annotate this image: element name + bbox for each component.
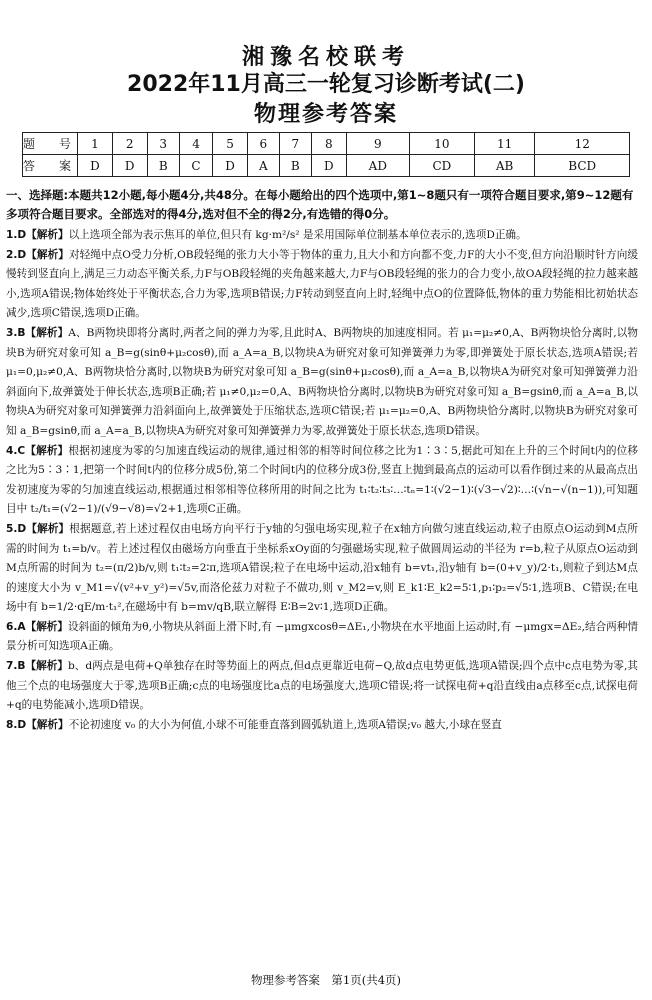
solution-item [6, 442, 638, 520]
answer-cell: CD [409, 155, 474, 177]
solution-text: 设斜面的倾角为θ,小物块从斜面上滑下时,有 −μmgxcosθ=ΔE₁,小物块在水平地面上运动时,有 −μmgx=ΔE₂,结合两种情景分析可知选项A正确。 [6, 620, 638, 653]
solution-head: 7.B【解析】 [6, 660, 68, 673]
solution-head: 8.D【解析】 [6, 718, 69, 731]
answer-row [23, 155, 630, 177]
solution-item [6, 716, 638, 736]
solution-head: 3.B【解析】 [6, 326, 69, 339]
solution-text: 根据初速度为零的匀加速直线运动的规律,通过相邻的相等时间位移之比为1∶3∶5,据此可知在上升的三个时间t内的位移之比为5∶3∶1,把第一个时间t内的位移分成5份,第二个时间t内的位移分成3份,竖直上抛到最高点的运动可以看作倒过来的从最高点出发初速度为零的匀加速直线运动,根据通过相邻相等位移所用的时间之比为 t₁∶t₂∶t₃∶…∶tₙ=1∶(√2−1)∶(√3−√2)∶…∶(√n−√(n−1)),可知题目中 t₂/t₁=(√2−1)/(√9−√8)=√2+1,选项C正确。 [6, 444, 638, 516]
solution-text: A、B两物块即将分离时,两者之间的弹力为零,且此时A、B两物块的加速度相同。若 μ₁=μ₂≠0,A、B两物块恰分离时,以物块B为研究对象可知 a_B=g(sinθ+μ₂cosθ),而 a_A=a_B,以物块A为研究对象可知弹簧弹力为零,即弹簧处于原长状态,选项A错误;若 μ₁=0,μ₂≠0,A、B两物块恰分离时,以物块B为研究对象可知 a_B=g(sinθ+μ₂cosθ),而 a_A=a_B,以物块A为研究对象可知弹簧弹力沿斜面向下,故弹簧处于伸长状态,选项B正确;若 μ₁≠0,μ₂=0,A、B两物块恰分离时,以物块B为研究对象可知 a_B=gsinθ,而 a_A=a_B,以物块A为研究对象可知弹簧弹力沿斜面向上,故弹簧处于压缩状态,选项C错误;若 μ₁=μ₂=0,A、B两物块恰分离时,以物块B为研究对象可知 a_B=gsinθ,而 a_A=a_B,以物块A为研究对象可知弹簧弹力为零,故弹簧处于原长状态,选项D错误。 [6, 326, 638, 437]
q-number: 10 [409, 133, 474, 155]
q-number: 6 [248, 133, 280, 155]
q-number: 2 [112, 133, 147, 155]
exam-union-title: 湘豫名校联考 [241, 45, 410, 70]
q-number: 5 [213, 133, 248, 155]
solution-text: 对轻绳中点O受力分析,OB段轻绳的张力大小等于物体的重力,且大小和方向都不变,力F的大小不变,但方向沿顺时针方向缓慢转到竖直向上,满足三力动态平衡关系,力F与OB段轻绳的夹角越来越大,力F与OB段轻绳的张力的合力变小,故OA段轻绳的拉力越来越小,选项A错误;物体始终处于平衡状态,合力为零,选项B错误;力F转动到竖直向上时,轻绳中点O的位置降低,物体的重力势能相比初始状态减少,选项C错误,选项D正确。 [6, 248, 638, 320]
solution-item [6, 520, 638, 618]
page-footer: 物理参考答案 第1页(共4页) [250, 973, 402, 987]
solution-head: 2.D【解析】 [6, 248, 69, 261]
solutions [6, 226, 638, 735]
solution-head: 4.C【解析】 [6, 444, 69, 457]
q-number: 7 [279, 133, 311, 155]
solution-text: b、d两点是电荷+Q单独存在时等势面上的两点,但d点更靠近电荷−Q,故d点电势更低,选项A错误;四个点中c点电势为零,其他三个点的电场强度大于零,选项B正确;c点的电场强度比a点的电场强度大,选项C错误;将一试探电荷+q沿直线由a点移至c点,试探电荷+q的电势能减小,选项D错误。 [6, 660, 638, 712]
solution-head: 1.D【解析】 [6, 229, 69, 241]
answer-cell: AD [346, 155, 409, 177]
answer-cell: D [78, 155, 113, 177]
row-label-answer: 答 案 [23, 155, 78, 177]
q-number: 1 [78, 133, 113, 155]
solution-item [6, 324, 638, 442]
q-number: 9 [346, 133, 409, 155]
solution-text: 以上选项全部为表示焦耳的单位,但只有 kg·m²/s² 是采用国际单位制基本单位表示的,选项D正确。 [68, 229, 527, 241]
answer-cell: B [279, 155, 311, 177]
q-number: 4 [179, 133, 212, 155]
answer-cell: AB [474, 155, 535, 177]
solution-head: 5.D【解析】 [6, 522, 70, 535]
answer-cell: D [311, 155, 346, 177]
solution-head: 6.A【解析】 [6, 620, 69, 633]
q-number: 8 [311, 133, 346, 155]
solution-text: 不论初速度 v₀ 的大小为何值,小球不可能垂直落到圆弧轨道上,选项A错误;v₀ 越大,小球在竖直 [68, 718, 502, 731]
answer-cell: C [179, 155, 212, 177]
question-number-row [23, 133, 630, 155]
answer-cell: D [213, 155, 248, 177]
solution-item [6, 246, 638, 324]
answer-cell: D [112, 155, 147, 177]
row-label-number: 题 号 [23, 133, 78, 155]
exam-title: 2022年11月高三一轮复习诊断考试(二) [127, 72, 525, 97]
solution-item [6, 657, 638, 716]
q-number: 11 [474, 133, 535, 155]
solution-item [6, 618, 638, 657]
answer-cell: BCD [535, 155, 630, 177]
section-heading: 一、选择题:本题共12小题,每小题4分,共48分。在每小题给出的四个选项中,第1~8题只有一项符合题目要求,第9~12题有多项符合题目要求。全部选对的得4分,选对但不全的得2分,有选错的得0分。 [6, 188, 634, 221]
q-number: 3 [147, 133, 179, 155]
answer-cell: A [248, 155, 280, 177]
answer-key-title: 物理参考答案 [253, 102, 398, 127]
answer-cell: B [147, 155, 179, 177]
solution-text: 根据题意,若上述过程仅由电场方向平行于y轴的匀强电场实现,粒子在x轴方向做匀速直线运动,粒子由原点O运动到M点所需的时间为 t₁=b/v。若上述过程仅由磁场方向垂直于坐标系xOy面的匀强磁场实现,粒子做圆周运动的半径为 r=b,粒子从原点O运动到M点所需的时间为 t₂=(π/2)b/v,则 t₁∶t₂=2∶π,选项A错误;粒子在电场中运动,沿x轴有 b=vt₁,沿y轴有 b=(0+v_y)/2·t₁,则粒子到达M点的速度大小为 v_M1=√(v²+v_y²)=√5v,而洛伦兹力对粒子不做功,则 v_M2=v,则 E_k1∶E_k2=5∶1,p₁∶p₂=√5∶1,选项B、C错误;在电场中有 b=1/2·qE/m·t₁²,在磁场中有 b=mv/qB,联立解得 E∶B=2v∶1,选项D正确。 [6, 522, 638, 614]
q-number: 12 [535, 133, 630, 155]
answer-table [22, 132, 630, 177]
solution-item [6, 226, 638, 246]
